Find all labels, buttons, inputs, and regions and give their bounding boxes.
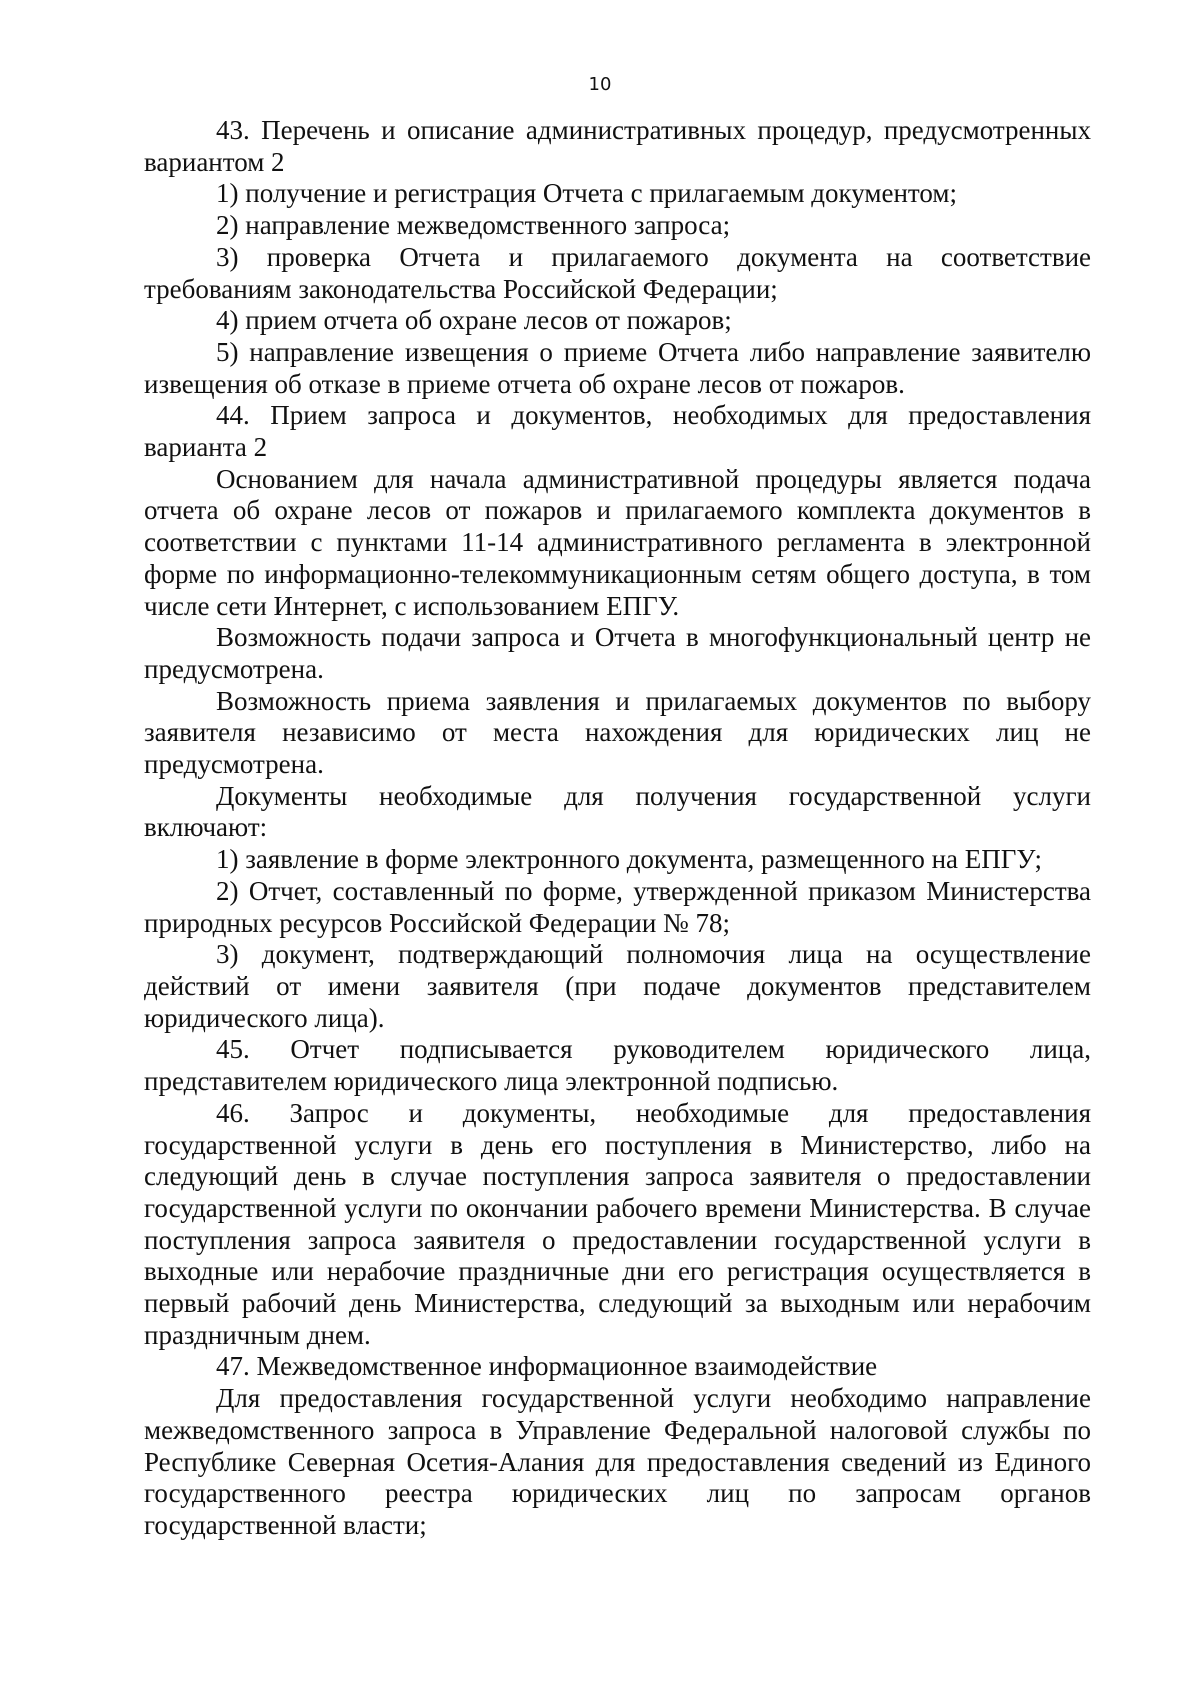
page-number: 10 [588, 74, 612, 95]
paragraph-46: 46. Запрос и документы, необходимые для предоставления государственной услуги в день его поступления в Министерство, либо на следующий день в случае поступления запроса заявителя о предоставлении государственной услуги по окончании рабочего времени Министерства. В случае поступления запроса заявителя о предоставлении государственной услуги в выходные или нерабочие праздничные дни его регистрация осуществляется в первый рабочий день Министерства, следующий за выходным или нерабочим праздничным днем. [144, 1097, 1091, 1350]
body-paragraph: Возможность подачи запроса и Отчета в многофункциональный центр не предусмотрена. [144, 622, 1091, 684]
body-paragraph: Возможность приема заявления и прилагаемых документов по выбору заявителя независимо от места нахождения для юридических лиц не предусмотрена. [144, 685, 1091, 780]
list-item: 2) направление межведомственного запроса; [216, 210, 731, 241]
list-item: 2) Отчет, составленный по форме, утвержденной приказом Министерства природных ресурсов Российской Федерации № 78; [144, 875, 1091, 938]
paragraph-44-heading: 44. Прием запроса и документов, необходимых для предоставления варианта 2 [144, 400, 1091, 463]
list-item: 5) направление извещения о приеме Отчета либо направление заявителю извещения об отказе в приеме отчета об охране лесов от пожаров. [144, 336, 1091, 399]
paragraph-43-heading: 43. Перечень и описание административных процедур, предусмотренных вариантом 2 [144, 115, 1091, 177]
list-item: 1) получение и регистрация Отчета с прилагаемым документом; [216, 178, 957, 209]
list-item: 1) заявление в форме электронного документа, размещенного на ЕПГУ; [216, 844, 1042, 875]
paragraph-47-heading: 47. Межведомственное информационное взаимодействие [216, 1351, 878, 1382]
paragraph-45: 45. Отчет подписывается руководителем юридического лица, представителем юридического лица электронной подписью. [144, 1034, 1091, 1097]
list-item: 3) документ, подтверждающий полномочия лица на осуществление действий от имени заявителя (при подаче документов представителем юридического лица). [144, 939, 1091, 1033]
list-item: 4) прием отчета об охране лесов от пожаров; [216, 305, 732, 336]
body-paragraph: Документы необходимые для получения государственной услуги включают: [144, 780, 1091, 843]
document-body [144, 115, 1091, 1542]
list-item: 3) проверка Отчета и прилагаемого документа на соответствие требованиям законодательства Российской Федерации; [144, 241, 1091, 304]
body-paragraph: Для предоставления государственной услуги необходимо направление межведомственного запроса в Управление Федеральной налоговой службы по Республике Северная Осетия-Алания для предоставления сведений из Единого государственного реестра юридических лиц по запросам органов государственной власти; [144, 1383, 1091, 1540]
body-paragraph: Основанием для начала административной процедуры является подача отчета об охране лесов от пожаров и прилагаемого комплекта документов в соответствии с пунктами 11-14 административного регламента в электронной форме по информационно-телекоммуникационным сетям общего доступа, в том числе сети Интернет, с использованием ЕПГУ. [144, 463, 1091, 621]
